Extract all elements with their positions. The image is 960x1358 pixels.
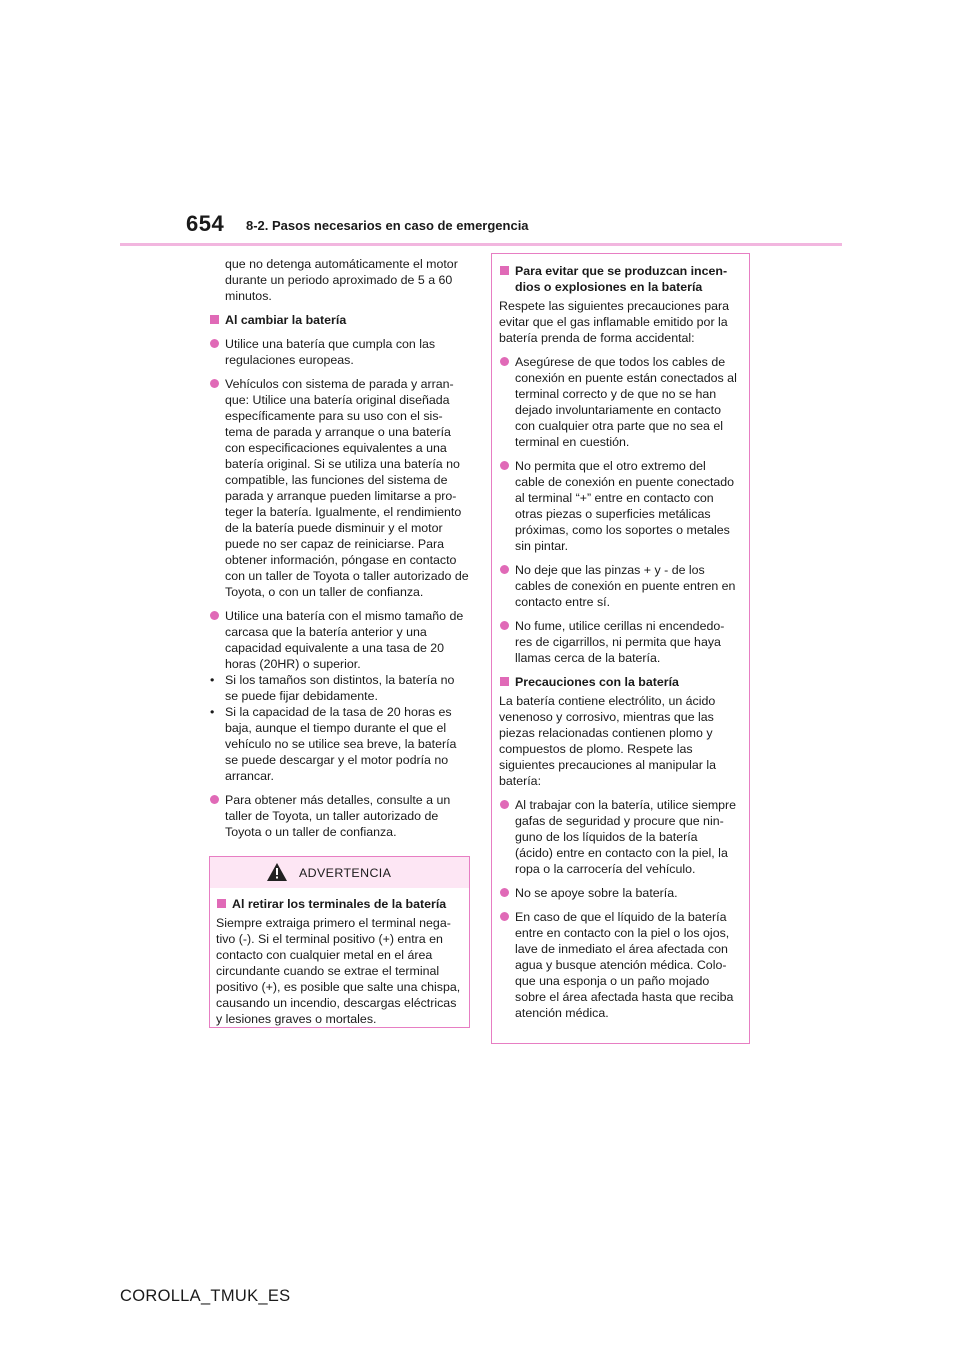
list-item-text: Para obtener más detalles, consulte a un taller de Toyota, un taller autorizado de Toyota o un taller de confianza. [225, 793, 451, 839]
sub-list-item-text: Si la capacidad de la tasa de 20 horas es baja, aunque el tiempo durante el que el vehículo no se utilice sea breve, la batería se puede descargar y el motor podría no arrancar. [225, 705, 457, 783]
round-bullet-icon [500, 888, 509, 897]
list-item-text: No permita que el otro extremo del cable de conexión en puente conectado al terminal “+” entre en contacto con otras piezas o superficies metálicas próximas, como los soportes o metales sin pintar. [515, 459, 735, 553]
left-column [209, 256, 469, 840]
list-item [499, 909, 737, 1021]
list-item [499, 354, 737, 450]
list-item-text: Asegúrese de que todos los cables de conexión en puente están conectados al terminal correcto y de que no se han dejado involuntariamente en contacto con cualquier otra parte que no sea el terminal en cuestión. [515, 355, 737, 449]
right-warning-column [491, 253, 750, 1044]
warning-triangle-icon [267, 863, 287, 881]
heading-text: Al cambiar la batería [225, 313, 347, 327]
warning-box [209, 856, 470, 1028]
round-bullet-icon [210, 795, 219, 804]
heading-text: Precauciones con la batería [515, 675, 679, 689]
list-item-text: No se apoye sobre la batería. [515, 886, 678, 900]
square-bullet-icon [500, 266, 509, 275]
warning-label: ADVERTENCIA [299, 866, 392, 880]
list-item [209, 792, 469, 840]
list-item [209, 608, 469, 672]
list-item [499, 562, 737, 610]
round-bullet-icon [500, 912, 509, 921]
header-rule [120, 243, 842, 246]
round-bullet-icon [210, 611, 219, 620]
round-bullet-icon [500, 461, 509, 470]
list-item-text: Al trabajar con la batería, utilice siempre gafas de seguridad y procure que nin-guno de los líquidos de la batería (ácido) entre en contacto con la piel, la ropa o la carrocería del vehículo. [515, 798, 737, 876]
list-item-text: Vehículos con sistema de parada y arran-que: Utilice una batería original diseñada específicamente para su uso con el sis-tema de parada y arranque o una batería con especificaciones equivalentes a una batería original. Si se utiliza una batería no compatible, las funciones del sistema de parada y arranque pueden limitarse a pro-teger la batería. Igualmente, el rendimiento de la batería puede disminuir y el motor puede no ser capaz de reiniciarse. Para obtener información, póngase en contacto con un taller de Toyota o taller autorizado de Toyota, o con un taller de confianza. [225, 377, 469, 599]
paragraph: Respete las siguientes precauciones para evitar que el gas inflamable emitido por la batería prenda de forma accidental: [499, 299, 730, 345]
round-bullet-icon [500, 565, 509, 574]
round-bullet-icon [500, 800, 509, 809]
list-item [209, 336, 469, 368]
list-item [499, 618, 737, 666]
section-title: 8-2. Pasos necesarios en caso de emergencia [246, 218, 529, 233]
section-heading [499, 263, 737, 295]
section-heading [209, 312, 469, 328]
page-number: 654 [186, 211, 225, 236]
square-bullet-icon [217, 899, 226, 908]
list-item-text: No fume, utilice cerillas ni encendedo-res de cigarrillos, ni permita que haya llamas cerca de la batería. [515, 619, 725, 665]
warning-heading [216, 896, 463, 912]
list-item-text: Utilice una batería que cumpla con las regulaciones europeas. [225, 337, 436, 367]
round-bullet-icon [500, 357, 509, 366]
list-item [499, 458, 737, 554]
intro-text: que no detenga automáticamente el motor durante un periodo aproximado de 5 a 60 minutos. [225, 257, 458, 303]
round-bullet-icon [500, 621, 509, 630]
round-bullet-icon [210, 379, 219, 388]
list-item [499, 885, 737, 901]
section-heading [499, 674, 737, 690]
warning-body [210, 896, 469, 1027]
list-item-text: En caso de que el líquido de la batería entre en contacto con la piel o los ojos, lave de inmediato el área afectada con agua y busque atención médica. Colo-que una esponja o un paño mojado sobre el área afectada hasta que reciba atención médica. [515, 910, 734, 1020]
list-item [209, 376, 469, 600]
square-bullet-icon [500, 677, 509, 686]
square-bullet-icon [210, 315, 219, 324]
list-item [499, 797, 737, 877]
document-code: COROLLA_TMUK_ES [120, 1287, 291, 1305]
warning-text: Siempre extraiga primero el terminal nega-tivo (-). Si el terminal positivo (+) entra en contacto con cualquier metal en el área circundante cuando se extrae el terminal positivo (+), es posible que salte una chispa, causando un incendio, descargas eléctricas y lesiones graves o mortales. [216, 916, 461, 1026]
sub-list-item [209, 672, 469, 704]
sub-list-item [209, 704, 469, 784]
warning-header [210, 857, 469, 888]
dot-marker-icon: • [210, 705, 215, 719]
heading-text: Para evitar que se produzcan incen-dios o explosiones en la batería [515, 264, 728, 294]
dot-marker-icon: • [210, 673, 215, 687]
heading-text: Al retirar los terminales de la batería [232, 897, 447, 911]
sub-list-item-text: Si los tamaños son distintos, la batería no se puede fijar debidamente. [225, 673, 455, 703]
round-bullet-icon [210, 339, 219, 348]
list-item-text: Utilice una batería con el mismo tamaño de carcasa que la batería anterior y una capacidad equivalente a una tasa de 20 horas (20HR) o superior. [225, 609, 464, 671]
paragraph: La batería contiene electrólito, un ácido venenoso y corrosivo, mientras que las piezas relacionadas contienen plomo y compuestos de plomo. Respete las siguientes precauciones al manipular la batería: [499, 694, 716, 788]
list-item-text: No deje que las pinzas + y - de los cables de conexión en puente entren en contacto entre sí. [515, 563, 736, 609]
